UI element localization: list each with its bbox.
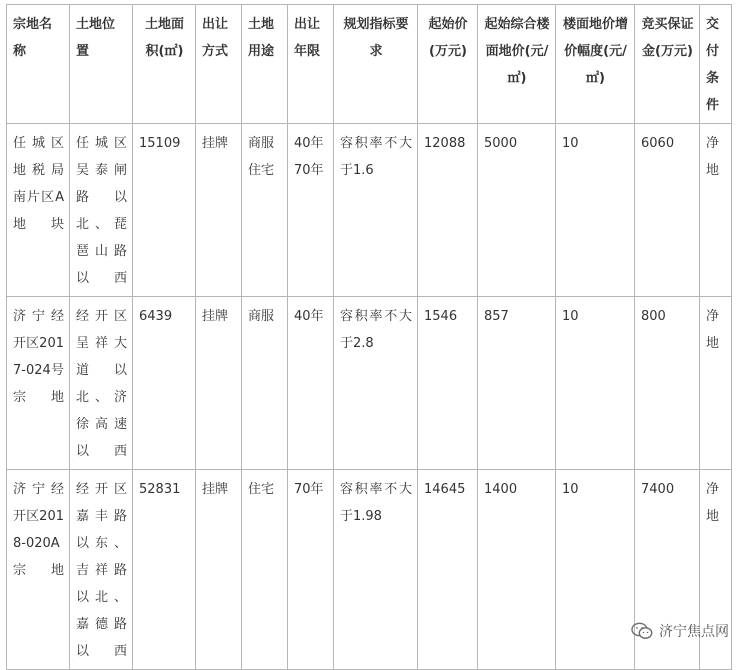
header-years: 出让年限 <box>288 5 334 124</box>
parcel-delivery: 净地 <box>700 470 732 670</box>
table-header-row <box>7 5 732 124</box>
table-row <box>7 297 732 470</box>
watermark-text: 济宁焦点网 <box>659 624 729 640</box>
parcel-years: 40年 <box>288 297 334 470</box>
header-start-price: 起始价(万元) <box>418 5 478 124</box>
parcel-name: 济宁经开区2018-020A宗地 <box>7 470 70 670</box>
parcel-start-price: 14645 <box>418 470 478 670</box>
parcel-planning: 容积率不大于2.8 <box>334 297 418 470</box>
parcel-years: 40年70年 <box>288 124 334 297</box>
parcel-planning: 容积率不大于1.6 <box>334 124 418 297</box>
parcel-start-price: 1546 <box>418 297 478 470</box>
table-row <box>7 470 732 670</box>
header-floor-price: 起始综合楼面地价(元/㎡) <box>478 5 556 124</box>
header-increment: 楼面地价增价幅度(元/㎡) <box>556 5 635 124</box>
header-use: 土地用途 <box>242 5 288 124</box>
parcel-location: 经开区嘉丰路以东、吉祥路以北、嘉德路以西 <box>70 470 133 670</box>
parcel-delivery: 净地 <box>700 297 732 470</box>
header-method: 出让方式 <box>196 5 242 124</box>
header-delivery: 交付条件 <box>700 5 732 124</box>
parcel-area: 52831 <box>133 470 196 670</box>
wechat-icon <box>631 622 653 640</box>
parcel-location: 任城区吴泰闸路以北、琵琶山路以西 <box>70 124 133 297</box>
parcel-deposit: 7400 <box>635 470 700 670</box>
header-deposit: 竞买保证金(万元) <box>635 5 700 124</box>
parcel-name: 任城区地税局南片区A地块 <box>7 124 70 297</box>
parcel-location: 经开区呈祥大道以北、济徐高速以西 <box>70 297 133 470</box>
parcel-use: 住宅 <box>242 470 288 670</box>
parcel-floor-price: 1400 <box>478 470 556 670</box>
parcel-start-price: 12088 <box>418 124 478 297</box>
parcel-method: 挂牌 <box>196 124 242 297</box>
header-area: 土地面积(㎡) <box>133 5 196 124</box>
land-auction-table <box>6 4 732 670</box>
parcel-planning: 容积率不大于1.98 <box>334 470 418 670</box>
parcel-increment: 10 <box>556 470 635 670</box>
parcel-area: 15109 <box>133 124 196 297</box>
parcel-floor-price: 5000 <box>478 124 556 297</box>
header-planning: 规划指标要求 <box>334 5 418 124</box>
parcel-delivery: 净地 <box>700 124 732 297</box>
parcel-area: 6439 <box>133 297 196 470</box>
parcel-deposit: 6060 <box>635 124 700 297</box>
parcel-name: 济宁经开区2017-024号宗地 <box>7 297 70 470</box>
parcel-method: 挂牌 <box>196 297 242 470</box>
parcel-method: 挂牌 <box>196 470 242 670</box>
parcel-use: 商服住宅 <box>242 124 288 297</box>
header-parcel-name: 宗地名称 <box>7 5 70 124</box>
table-row <box>7 124 732 297</box>
parcel-years: 70年 <box>288 470 334 670</box>
watermark <box>631 621 729 641</box>
parcel-deposit: 800 <box>635 297 700 470</box>
parcel-floor-price: 857 <box>478 297 556 470</box>
parcel-increment: 10 <box>556 297 635 470</box>
header-location: 土地位置 <box>70 5 133 124</box>
parcel-increment: 10 <box>556 124 635 297</box>
parcel-use: 商服 <box>242 297 288 470</box>
